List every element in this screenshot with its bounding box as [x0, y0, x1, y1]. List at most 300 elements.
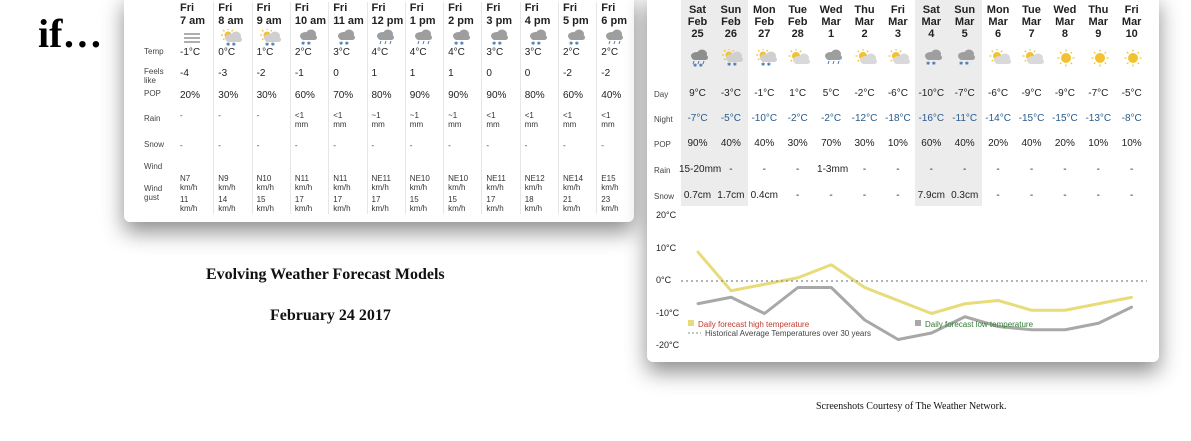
daily-date: 9	[1095, 28, 1102, 40]
hourly-snow: -	[218, 141, 221, 150]
hourly-temp: 4°C	[448, 47, 465, 58]
daily-pop: 40%	[754, 138, 775, 149]
hourly-pop: 30%	[218, 90, 239, 101]
hourly-gust: 17	[333, 195, 343, 204]
hourly-column-divider	[290, 2, 291, 214]
hourly-rain-unit: mm	[486, 120, 500, 129]
daily-pop: 10%	[1088, 138, 1109, 149]
low-temp-point	[964, 316, 966, 318]
hourly-icon-wrap	[602, 29, 624, 45]
hourly-wind: NE10	[448, 174, 469, 183]
hourly-gust: 14	[218, 195, 228, 204]
hourly-wind-unit: km/h	[524, 183, 543, 192]
low-temp-point	[830, 286, 832, 288]
daily-rain: -	[996, 164, 1000, 175]
daily-snow: -	[996, 190, 1000, 201]
hourly-temp: 4°C	[409, 47, 427, 58]
temperature-chart	[647, 0, 1159, 362]
hourly-snow: -	[563, 141, 566, 150]
hourly-gust: 15	[448, 195, 457, 204]
daily-snow: -	[1063, 190, 1067, 201]
hourly-row-label: Feels like	[144, 67, 164, 85]
hourly-time: 8 am	[218, 15, 244, 27]
hourly-column	[563, 0, 601, 222]
hourly-gust: 21	[563, 195, 572, 204]
hourly-rain: <1	[333, 111, 343, 120]
daily-rain: -	[1130, 164, 1134, 175]
hourly-icon-wrap	[296, 29, 318, 45]
hourly-feels: -4	[180, 68, 189, 79]
hourly-gust-unit: km/h	[524, 204, 543, 213]
daily-pop: 60%	[921, 138, 942, 149]
daily-high: -7°C	[1088, 88, 1109, 99]
daily-rain: -	[862, 164, 867, 175]
hourly-snow: -	[601, 141, 604, 150]
hourly-rain: -	[256, 111, 260, 120]
hourly-gust: 18	[524, 195, 534, 204]
hourly-rain: ~1	[409, 111, 419, 120]
cloud-snow-icon	[449, 29, 473, 47]
hourly-time: 3 pm	[486, 15, 513, 27]
daily-snow: 1.7cm	[717, 190, 745, 201]
hourly-column	[333, 0, 371, 222]
daily-low: -5°C	[720, 113, 741, 124]
hourly-icon-wrap	[487, 29, 509, 45]
hourly-wind: NE14	[563, 174, 584, 183]
hourly-day: Fri	[256, 2, 271, 14]
daily-high: -3°C	[720, 88, 741, 99]
hourly-gust-unit: km/h	[601, 204, 619, 213]
hourly-wind-unit: km/h	[371, 183, 389, 192]
hourly-rain: ~1	[448, 111, 458, 120]
hourly-row-label: Wind	[144, 162, 163, 171]
cloud-snow-icon	[296, 29, 320, 47]
legend-high-swatch	[688, 320, 694, 326]
daily-month: Mar	[854, 16, 875, 28]
headline: if…	[38, 11, 103, 56]
hourly-feels: 1	[371, 68, 378, 79]
hourly-wind-unit: km/h	[218, 183, 236, 192]
hourly-day: Fri	[333, 2, 348, 14]
hourly-wind-unit: km/h	[180, 183, 198, 192]
daily-snow: -	[1096, 190, 1100, 201]
daily-high: -9°C	[1021, 88, 1042, 99]
hourly-wind-unit: km/h	[333, 183, 351, 192]
high-temp-point	[830, 264, 832, 266]
daily-snow: 7.9cm	[917, 190, 945, 201]
svg-text:✱ ✱: ✱ ✱	[925, 61, 936, 67]
fog-icon	[181, 29, 205, 47]
hourly-icon-wrap	[373, 29, 395, 45]
daily-rain: -	[729, 164, 733, 175]
daily-high: 9°C	[689, 88, 706, 99]
daily-pop: 10%	[1121, 138, 1142, 149]
hourly-pop: 90%	[486, 90, 507, 101]
daily-low: -13°C	[1085, 113, 1112, 124]
hourly-icon-wrap	[526, 29, 548, 45]
daily-high: -1°C	[754, 88, 775, 99]
hourly-rain-unit: mm	[409, 120, 424, 129]
hourly-time: 2 pm	[448, 15, 474, 27]
daily-month: Feb	[721, 16, 741, 28]
hourly-gust-unit: km/h	[333, 204, 351, 213]
daily-snow: -	[1029, 190, 1034, 201]
hourly-pop: 90%	[409, 90, 430, 101]
daily-date: 6	[995, 28, 1002, 40]
daily-low: -18°C	[885, 113, 911, 124]
hourly-gust-unit: km/h	[409, 204, 428, 213]
hourly-wind: NE12	[524, 174, 545, 183]
hourly-wind-unit: km/h	[448, 183, 466, 192]
daily-dow: Wed	[1053, 4, 1077, 16]
hourly-icon-wrap	[564, 29, 586, 45]
daily-dow: Mon	[752, 4, 776, 16]
daily-dow: Fri	[1124, 4, 1139, 16]
svg-text:✱ ✱: ✱ ✱	[454, 41, 465, 47]
hourly-column	[295, 0, 333, 222]
high-temp-point	[1097, 303, 1099, 305]
low-temp-point	[763, 312, 765, 314]
daily-low: -12°C	[851, 113, 878, 124]
daily-rain: -	[963, 164, 967, 175]
hourly-snow: -	[294, 141, 298, 150]
hourly-temp: 3°C	[486, 47, 504, 58]
legend-low-label: Daily forecast low temperature	[925, 320, 1034, 329]
hourly-column	[525, 0, 563, 222]
daily-rain: -	[929, 164, 933, 175]
svg-text:✱ ✱: ✱ ✱	[693, 63, 703, 67]
hourly-rain: -	[180, 111, 183, 120]
daily-high: -10°C	[918, 88, 945, 99]
hourly-day: Fri	[371, 2, 386, 14]
hourly-temp: 4°C	[371, 47, 389, 58]
hourly-wind-unit: km/h	[256, 183, 274, 192]
hourly-rain: <1	[563, 111, 573, 120]
daily-pop: 40%	[1021, 138, 1042, 149]
high-temp-point	[797, 277, 799, 279]
hourly-feels: -2	[601, 68, 611, 79]
daily-dow: Tue	[1022, 4, 1041, 16]
hourly-column-divider	[405, 2, 406, 214]
hourly-wind: NE11	[486, 174, 506, 183]
daily-date: 28	[791, 28, 804, 40]
hourly-row-label: Wind gust	[144, 184, 163, 202]
daily-low: -14°C	[985, 113, 1011, 124]
daily-rain: -	[1029, 164, 1034, 175]
hourly-day: Fri	[486, 2, 501, 14]
hourly-rain-unit: mm	[524, 120, 539, 129]
hourly-snow: -	[333, 141, 336, 150]
hourly-day: Fri	[448, 2, 463, 14]
hourly-day: Fri	[601, 2, 616, 14]
daily-low: -2°C	[821, 113, 842, 124]
daily-pop: 70%	[821, 138, 842, 149]
hourly-gust: 17	[294, 195, 304, 204]
hourly-column	[410, 0, 448, 222]
daily-month: Mar	[1088, 16, 1109, 28]
hourly-gust-unit: km/h	[218, 204, 236, 213]
daily-forecast-panel	[647, 0, 1159, 362]
daily-rain: 1-3mm	[817, 164, 849, 175]
hourly-wind: N11	[294, 174, 309, 183]
caption-title: Evolving Weather Forecast Models	[206, 266, 445, 283]
hourly-temp: 3°C	[524, 47, 542, 58]
hourly-time: 6 pm	[601, 15, 627, 27]
hourly-column-divider	[520, 2, 521, 214]
hourly-icon-wrap	[449, 29, 471, 45]
daily-date: 8	[1061, 28, 1068, 40]
daily-snow: -	[829, 190, 833, 201]
daily-date: 4	[928, 28, 935, 40]
daily-month: Mar	[921, 16, 942, 28]
daily-rain: -	[1063, 164, 1067, 175]
hourly-icon-wrap	[258, 29, 280, 45]
hourly-wind-unit: km/h	[294, 183, 313, 192]
hourly-rain: <1	[601, 111, 611, 120]
hourly-rain-unit: mm	[333, 120, 347, 129]
hourly-rain-unit: mm	[371, 120, 385, 129]
daily-low: -16°C	[918, 113, 945, 124]
high-temp-point	[763, 283, 765, 285]
hourly-column	[218, 0, 256, 222]
hourly-feels: -3	[218, 68, 228, 79]
hourly-gust-unit: km/h	[371, 204, 389, 213]
hourly-column-divider	[596, 2, 597, 214]
hourly-wind-unit: km/h	[486, 183, 504, 192]
low-temp-point	[897, 338, 899, 340]
hourly-time: 11 am	[333, 15, 364, 27]
hourly-day: Fri	[409, 2, 424, 14]
caption-date: February 24 2017	[270, 307, 391, 324]
hourly-column	[486, 0, 524, 222]
daily-low: -11°C	[952, 113, 978, 124]
hourly-column	[180, 0, 218, 222]
hourly-column-divider	[558, 2, 559, 214]
hourly-gust: 15	[409, 195, 419, 204]
daily-pop: 20%	[988, 138, 1009, 149]
high-temp-point	[997, 299, 999, 301]
hourly-temp: -1°C	[180, 47, 201, 58]
daily-high: -6°C	[887, 88, 908, 99]
hourly-snow: -	[409, 141, 413, 150]
high-temp-point	[897, 299, 899, 301]
daily-snow: 0.3cm	[951, 190, 979, 201]
daily-date: 7	[1028, 28, 1035, 40]
daily-row-label: POP	[654, 140, 671, 149]
hourly-rain: <1	[524, 111, 534, 120]
cloud-snow-icon	[487, 29, 511, 47]
hourly-wind: NE11	[371, 174, 391, 183]
hourly-row-label: Rain	[144, 114, 161, 123]
daily-snow: -	[896, 190, 900, 201]
svg-text:✱ ✱: ✱ ✱	[339, 41, 350, 47]
hourly-gust-unit: km/h	[448, 204, 466, 213]
hourly-gust-unit: km/h	[294, 204, 313, 213]
hourly-feels: 1	[448, 68, 454, 79]
daily-date: 3	[894, 28, 901, 40]
cloud-rain-icon	[602, 29, 626, 47]
legend-high-label: Daily forecast high temperature	[698, 320, 810, 329]
hourly-column-divider	[367, 2, 368, 214]
hourly-pop: 90%	[448, 90, 469, 101]
hourly-icon-wrap	[411, 29, 433, 45]
hourly-feels: 0	[333, 68, 339, 79]
hourly-time: 5 pm	[563, 15, 589, 27]
hourly-column	[601, 0, 634, 222]
daily-row-label: Night	[654, 115, 673, 124]
hourly-temp: 2°C	[601, 47, 619, 58]
daily-date: 27	[758, 28, 771, 40]
hourly-column-divider	[213, 2, 214, 214]
legend-average-label: Historical Average Temperatures over 30 years	[705, 329, 872, 338]
daily-month: Mar	[954, 16, 975, 28]
hourly-rain-unit: mm	[601, 120, 615, 129]
low-temp-point	[1131, 306, 1133, 308]
hourly-snow: -	[486, 141, 490, 150]
daily-low: -15°C	[1052, 113, 1078, 124]
daily-high: -7°C	[954, 88, 975, 99]
hourly-snow: -	[371, 141, 375, 150]
daily-month: Mar	[888, 16, 908, 28]
hourly-wind: N10	[256, 174, 272, 183]
hourly-gust: 17	[371, 195, 381, 204]
hourly-day: Fri	[294, 2, 309, 14]
hourly-snow: -	[180, 141, 183, 150]
daily-dow: Sat	[688, 4, 707, 16]
hourly-pop: 70%	[333, 90, 354, 101]
sun-cloud-snow-icon	[258, 29, 282, 47]
high-temp-point	[864, 286, 866, 288]
svg-text:✱ ✱: ✱ ✱	[569, 41, 579, 47]
hourly-pop: 80%	[524, 90, 545, 101]
hourly-snow: -	[256, 141, 260, 150]
daily-dow: Tue	[788, 4, 808, 16]
daily-dow: Mon	[986, 4, 1010, 16]
low-temp-point	[1097, 322, 1099, 324]
daily-snow: -	[1130, 190, 1134, 201]
svg-text:✱ ✱: ✱ ✱	[727, 62, 738, 67]
hourly-wind: NE10	[409, 174, 430, 183]
hourly-time: 10 am	[294, 15, 327, 27]
hourly-wind: N7	[180, 174, 191, 183]
daily-rain: -	[762, 164, 766, 175]
hourly-temp: 3°C	[333, 47, 350, 58]
high-temp-point	[1131, 296, 1133, 298]
hourly-pop: 60%	[294, 90, 315, 101]
hourly-wind: N9	[218, 174, 229, 183]
cloud-snow-icon	[526, 29, 550, 47]
cloud-snow-icon	[564, 29, 588, 47]
hourly-feels: 0	[524, 68, 531, 79]
hourly-pop: 40%	[601, 90, 622, 101]
hourly-rain: <1	[294, 111, 305, 120]
hourly-temp: 1°C	[256, 47, 274, 58]
hourly-rain-unit: mm	[448, 120, 462, 129]
daily-snow: -	[862, 190, 867, 201]
svg-text:✱ ✱: ✱ ✱	[760, 62, 771, 67]
daily-pop: 40%	[720, 138, 741, 149]
hourly-pop: 80%	[371, 90, 392, 101]
daily-high: -5°C	[1121, 88, 1142, 99]
sun-cloud-snow-icon	[219, 29, 243, 47]
hourly-gust-unit: km/h	[256, 204, 274, 213]
low-temp-point	[930, 332, 932, 334]
daily-month: Feb	[787, 16, 808, 28]
hourly-feels: 0	[486, 68, 492, 79]
low-temp-point	[864, 319, 866, 321]
hourly-icon-wrap	[334, 29, 356, 45]
hourly-pop: 30%	[256, 90, 277, 101]
daily-month: Feb	[754, 16, 775, 28]
hourly-row-label: Snow	[144, 140, 165, 149]
hourly-temp: 0°C	[218, 47, 236, 58]
hourly-snow: -	[524, 141, 528, 150]
daily-high: 1°C	[789, 88, 807, 99]
hourly-time: 1 pm	[409, 15, 436, 27]
daily-high: -6°C	[988, 88, 1009, 99]
hourly-rain: -	[218, 111, 221, 120]
hourly-feels: -2	[256, 68, 266, 79]
hourly-row-label: Temp	[144, 47, 164, 56]
hourly-time: 4 pm	[524, 15, 551, 27]
svg-text:✱ ✱: ✱ ✱	[226, 42, 237, 47]
hourly-pop: 20%	[180, 90, 201, 101]
daily-dow: Thu	[1088, 4, 1109, 16]
daily-pop: 10%	[887, 138, 908, 149]
y-tick-label: -20°C	[656, 340, 680, 350]
daily-dow: Thu	[854, 4, 875, 16]
daily-high: -2°C	[854, 88, 875, 99]
daily-dow: Sun	[720, 4, 742, 16]
hourly-gust: 15	[256, 195, 266, 204]
daily-month: Mar	[1021, 16, 1042, 28]
credit-text: Screenshots Courtesy of The Weather Network.	[816, 401, 1007, 412]
daily-date: 1	[828, 28, 835, 40]
hourly-time: 12 pm	[371, 15, 404, 27]
hourly-wind: N11	[333, 174, 348, 183]
cloud-rain-icon	[411, 29, 435, 47]
hourly-wind-unit: km/h	[409, 183, 428, 192]
hourly-icon-wrap	[181, 29, 203, 45]
daily-date: 5	[961, 28, 968, 40]
daily-low: -10°C	[751, 113, 778, 124]
cloud-snow-icon	[334, 29, 358, 47]
hourly-column-divider	[252, 2, 253, 214]
hourly-column	[372, 0, 410, 222]
daily-rain: -	[896, 164, 900, 175]
high-temp-point	[930, 312, 932, 314]
daily-rain: -	[796, 164, 800, 175]
legend-low-swatch	[915, 320, 921, 326]
hourly-rain: ~1	[371, 111, 381, 120]
daily-row-label: Day	[654, 90, 669, 99]
hourly-rain-unit: mm	[563, 120, 577, 129]
daily-date: 2	[861, 28, 868, 40]
hourly-day: Fri	[563, 2, 578, 14]
high-temperature-line	[698, 252, 1132, 314]
daily-low: -2°C	[787, 113, 808, 124]
low-temp-point	[730, 296, 732, 298]
daily-rain: -	[1096, 164, 1100, 175]
daily-pop: 30%	[854, 138, 875, 149]
hourly-time: 9 am	[256, 15, 282, 27]
hourly-day: Fri	[218, 2, 233, 14]
hourly-wind-unit: km/h	[563, 183, 581, 192]
cloud-rain-icon	[373, 29, 397, 47]
daily-month: Mar	[988, 16, 1008, 28]
hourly-gust: 23	[601, 195, 611, 204]
daily-rain: 15-20mm	[679, 164, 722, 175]
